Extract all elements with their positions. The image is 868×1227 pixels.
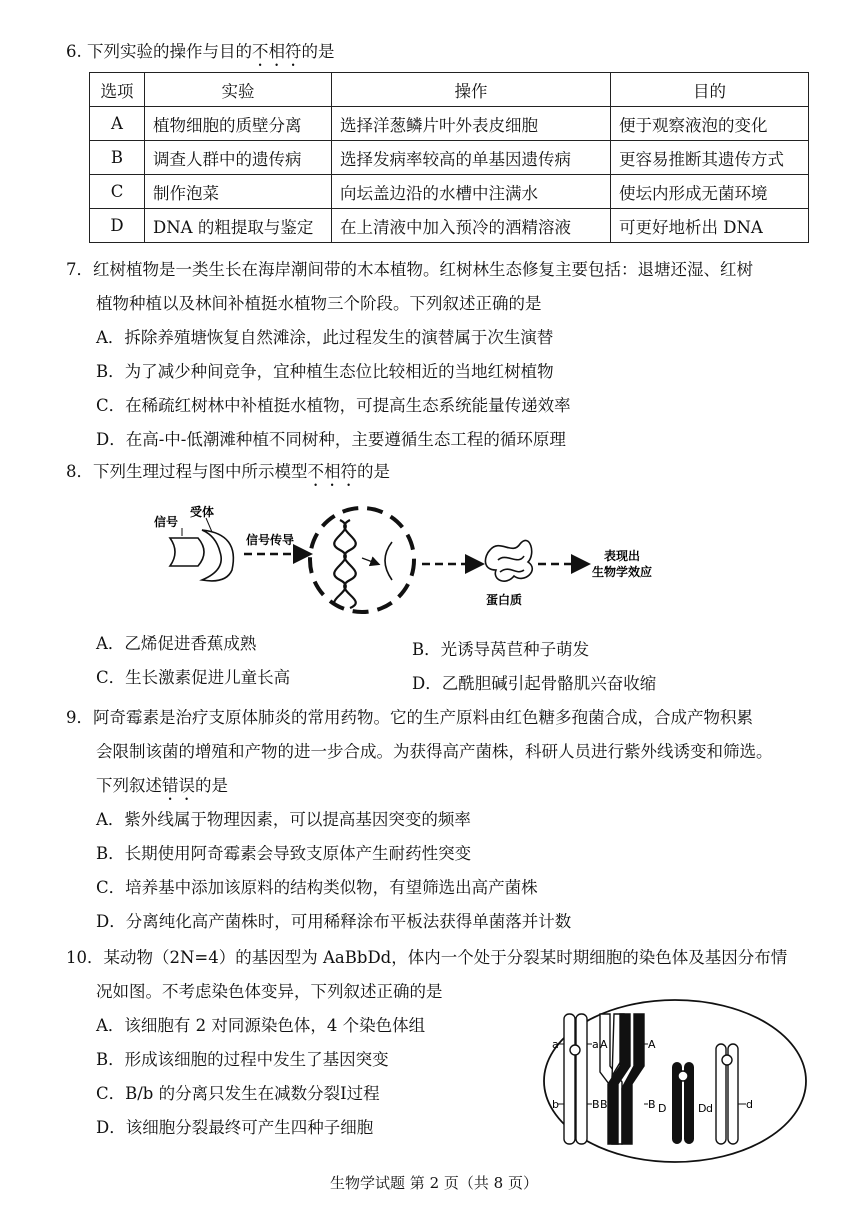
q10-option-c: C．B/b 的分离只发生在减数分裂Ⅰ过程 [96, 1084, 380, 1103]
table-cell: 更容易推断其遗传方式 [611, 141, 809, 175]
table-cell: 调查人群中的遗传病 [145, 141, 332, 175]
q9-option-a: A．紫外线属于物理因素，可以提高基因突变的频率 [96, 810, 471, 829]
q8-option-d: D．乙酰胆碱引起骨骼肌兴奋收缩 [412, 674, 657, 693]
q8-emphasis: 不相符 [307, 462, 357, 481]
chromosome-5 [716, 1044, 738, 1144]
protein-icon [485, 540, 532, 581]
table-header: 目的 [611, 73, 809, 107]
table-header: 选项 [90, 73, 145, 107]
q9-stem-line2: 会限制该菌的增殖和产物的进一步合成。为获得高产菌株，科研人员进行紫外线诱变和筛选。 [96, 742, 773, 761]
gene-label: D [698, 1102, 707, 1115]
table-cell: 在上清液中加入预冷的酒精溶液 [332, 209, 611, 243]
gene-label: B [592, 1098, 600, 1111]
table-cell: 使坛内形成无菌环境 [611, 175, 809, 209]
effect-label-line2: 生物学效应 [592, 565, 653, 579]
gene-label: d [706, 1102, 713, 1115]
q9-emphasis: 错误 [162, 776, 195, 795]
q7-option-a: A．拆除养殖塘恢复自然滩涂，此过程发生的演替属于次生演替 [96, 328, 554, 347]
gene-label: A [648, 1038, 656, 1051]
gene-label: a [592, 1038, 599, 1051]
protein-label: 蛋白质 [486, 593, 523, 607]
q6-stem: 6. 下列实验的操作与目的不相符的是 [66, 42, 335, 61]
signal-label: 信号 [154, 515, 179, 529]
signal-molecule-icon [170, 538, 204, 566]
table-cell: 选择洋葱鳞片叶外表皮细胞 [332, 107, 611, 141]
q9-stem-line1: 9．阿奇霉素是治疗支原体肺炎的常用药物。它的生产原料由红色糖多孢菌合成，合成产物积累 [66, 708, 753, 727]
gene-label: d [746, 1098, 753, 1111]
q8-option-a: A．乙烯促进香蕉成熟 [96, 634, 257, 653]
table-header: 实验 [145, 73, 332, 107]
table-cell: 可更好地析出 DNA [611, 209, 809, 243]
table-row [90, 175, 809, 209]
gene-label: A [600, 1038, 608, 1051]
table-cell: 选择发病率较高的单基因遗传病 [332, 141, 611, 175]
nucleus-circle [310, 508, 414, 612]
chromosome-1 [564, 1014, 587, 1144]
table-cell: 制作泡菜 [145, 175, 332, 209]
receptor-label: 受体 [190, 505, 215, 519]
gene-label: D [658, 1102, 667, 1115]
chromosome-4 [672, 1062, 694, 1144]
cell-chromosome-diagram [540, 996, 810, 1166]
table-row [90, 107, 809, 141]
q7-stem-line1: 7．红树植物是一类生长在海岸潮间带的木本植物。红树林生态修复主要包括：退塘还湿、红树 [66, 260, 753, 279]
q10-option-d: D．该细胞分裂最终可产生四种子细胞 [96, 1118, 374, 1137]
q7-option-d: D．在高-中-低潮滩种植不同树种，主要遵循生态工程的循环原理 [96, 430, 566, 449]
table-cell: DNA 的粗提取与鉴定 [145, 209, 332, 243]
receptor-icon [202, 530, 233, 581]
gene-label: b [552, 1098, 559, 1111]
mrna-icon [385, 542, 392, 580]
q9-option-c: C．培养基中添加该原料的结构类似物，有望筛选出高产菌株 [96, 878, 538, 897]
table-header: 操作 [332, 73, 611, 107]
q10-stem-line1: 10．某动物（2N=4）的基因型为 AaBbDd，体内一个处于分裂某时期细胞的染色体及基因分布情 [66, 948, 788, 967]
q8-option-b: B．光诱导莴苣种子萌发 [412, 640, 590, 659]
signal-model-diagram [140, 500, 700, 620]
q10-option-b: B．形成该细胞的过程中发生了基因突变 [96, 1050, 389, 1069]
q10-option-a: A．该细胞有 2 对同源染色体，4 个染色体组 [96, 1016, 426, 1035]
gene-label: B [600, 1098, 608, 1111]
experiment-table [89, 72, 809, 243]
q8-option-c: C．生长激素促进儿童长高 [96, 668, 291, 687]
table-cell: A [90, 107, 145, 141]
table-row [90, 141, 809, 175]
gene-label: a [552, 1038, 559, 1051]
table-cell: D [90, 209, 145, 243]
q9-option-b: B．长期使用阿奇霉素会导致支原体产生耐药性突变 [96, 844, 472, 863]
q9-stem-line3: 下列叙述错误的是 [96, 776, 228, 795]
q8-stem: 8．下列生理过程与图中所示模型不相符的是 [66, 462, 390, 481]
q7-option-c: C．在稀疏红树林中补植挺水植物，可提高生态系统能量传递效率 [96, 396, 571, 415]
table-cell: 植物细胞的质壁分离 [145, 107, 332, 141]
table-cell: 便于观察液泡的变化 [611, 107, 809, 141]
gene-label: B [648, 1098, 656, 1111]
table-cell: 向坛盖边沿的水槽中注满水 [332, 175, 611, 209]
table-cell: B [90, 141, 145, 175]
q7-stem-line2: 植物种植以及林间补植挺水植物三个阶段。下列叙述正确的是 [96, 294, 542, 313]
q6-emphasis: 不相符 [252, 42, 302, 61]
table-header-row [90, 73, 809, 107]
transduction-label: 信号传导 [246, 533, 295, 547]
table-cell: C [90, 175, 145, 209]
effect-label-line1: 表现出 [604, 549, 641, 563]
dna-helix-icon [334, 520, 346, 608]
q9-option-d: D．分离纯化高产菌株时，可用稀释涂布平板法获得单菌落并计数 [96, 912, 572, 931]
q7-option-b: B．为了减少种间竞争，宜种植生态位比较相近的当地红树植物 [96, 362, 554, 381]
q10-stem-line2: 况如图。不考虑染色体变异，下列叙述正确的是 [96, 982, 443, 1001]
page-footer: 生物学试题 第 2 页（共 8 页） [330, 1174, 538, 1192]
table-row [90, 209, 809, 243]
